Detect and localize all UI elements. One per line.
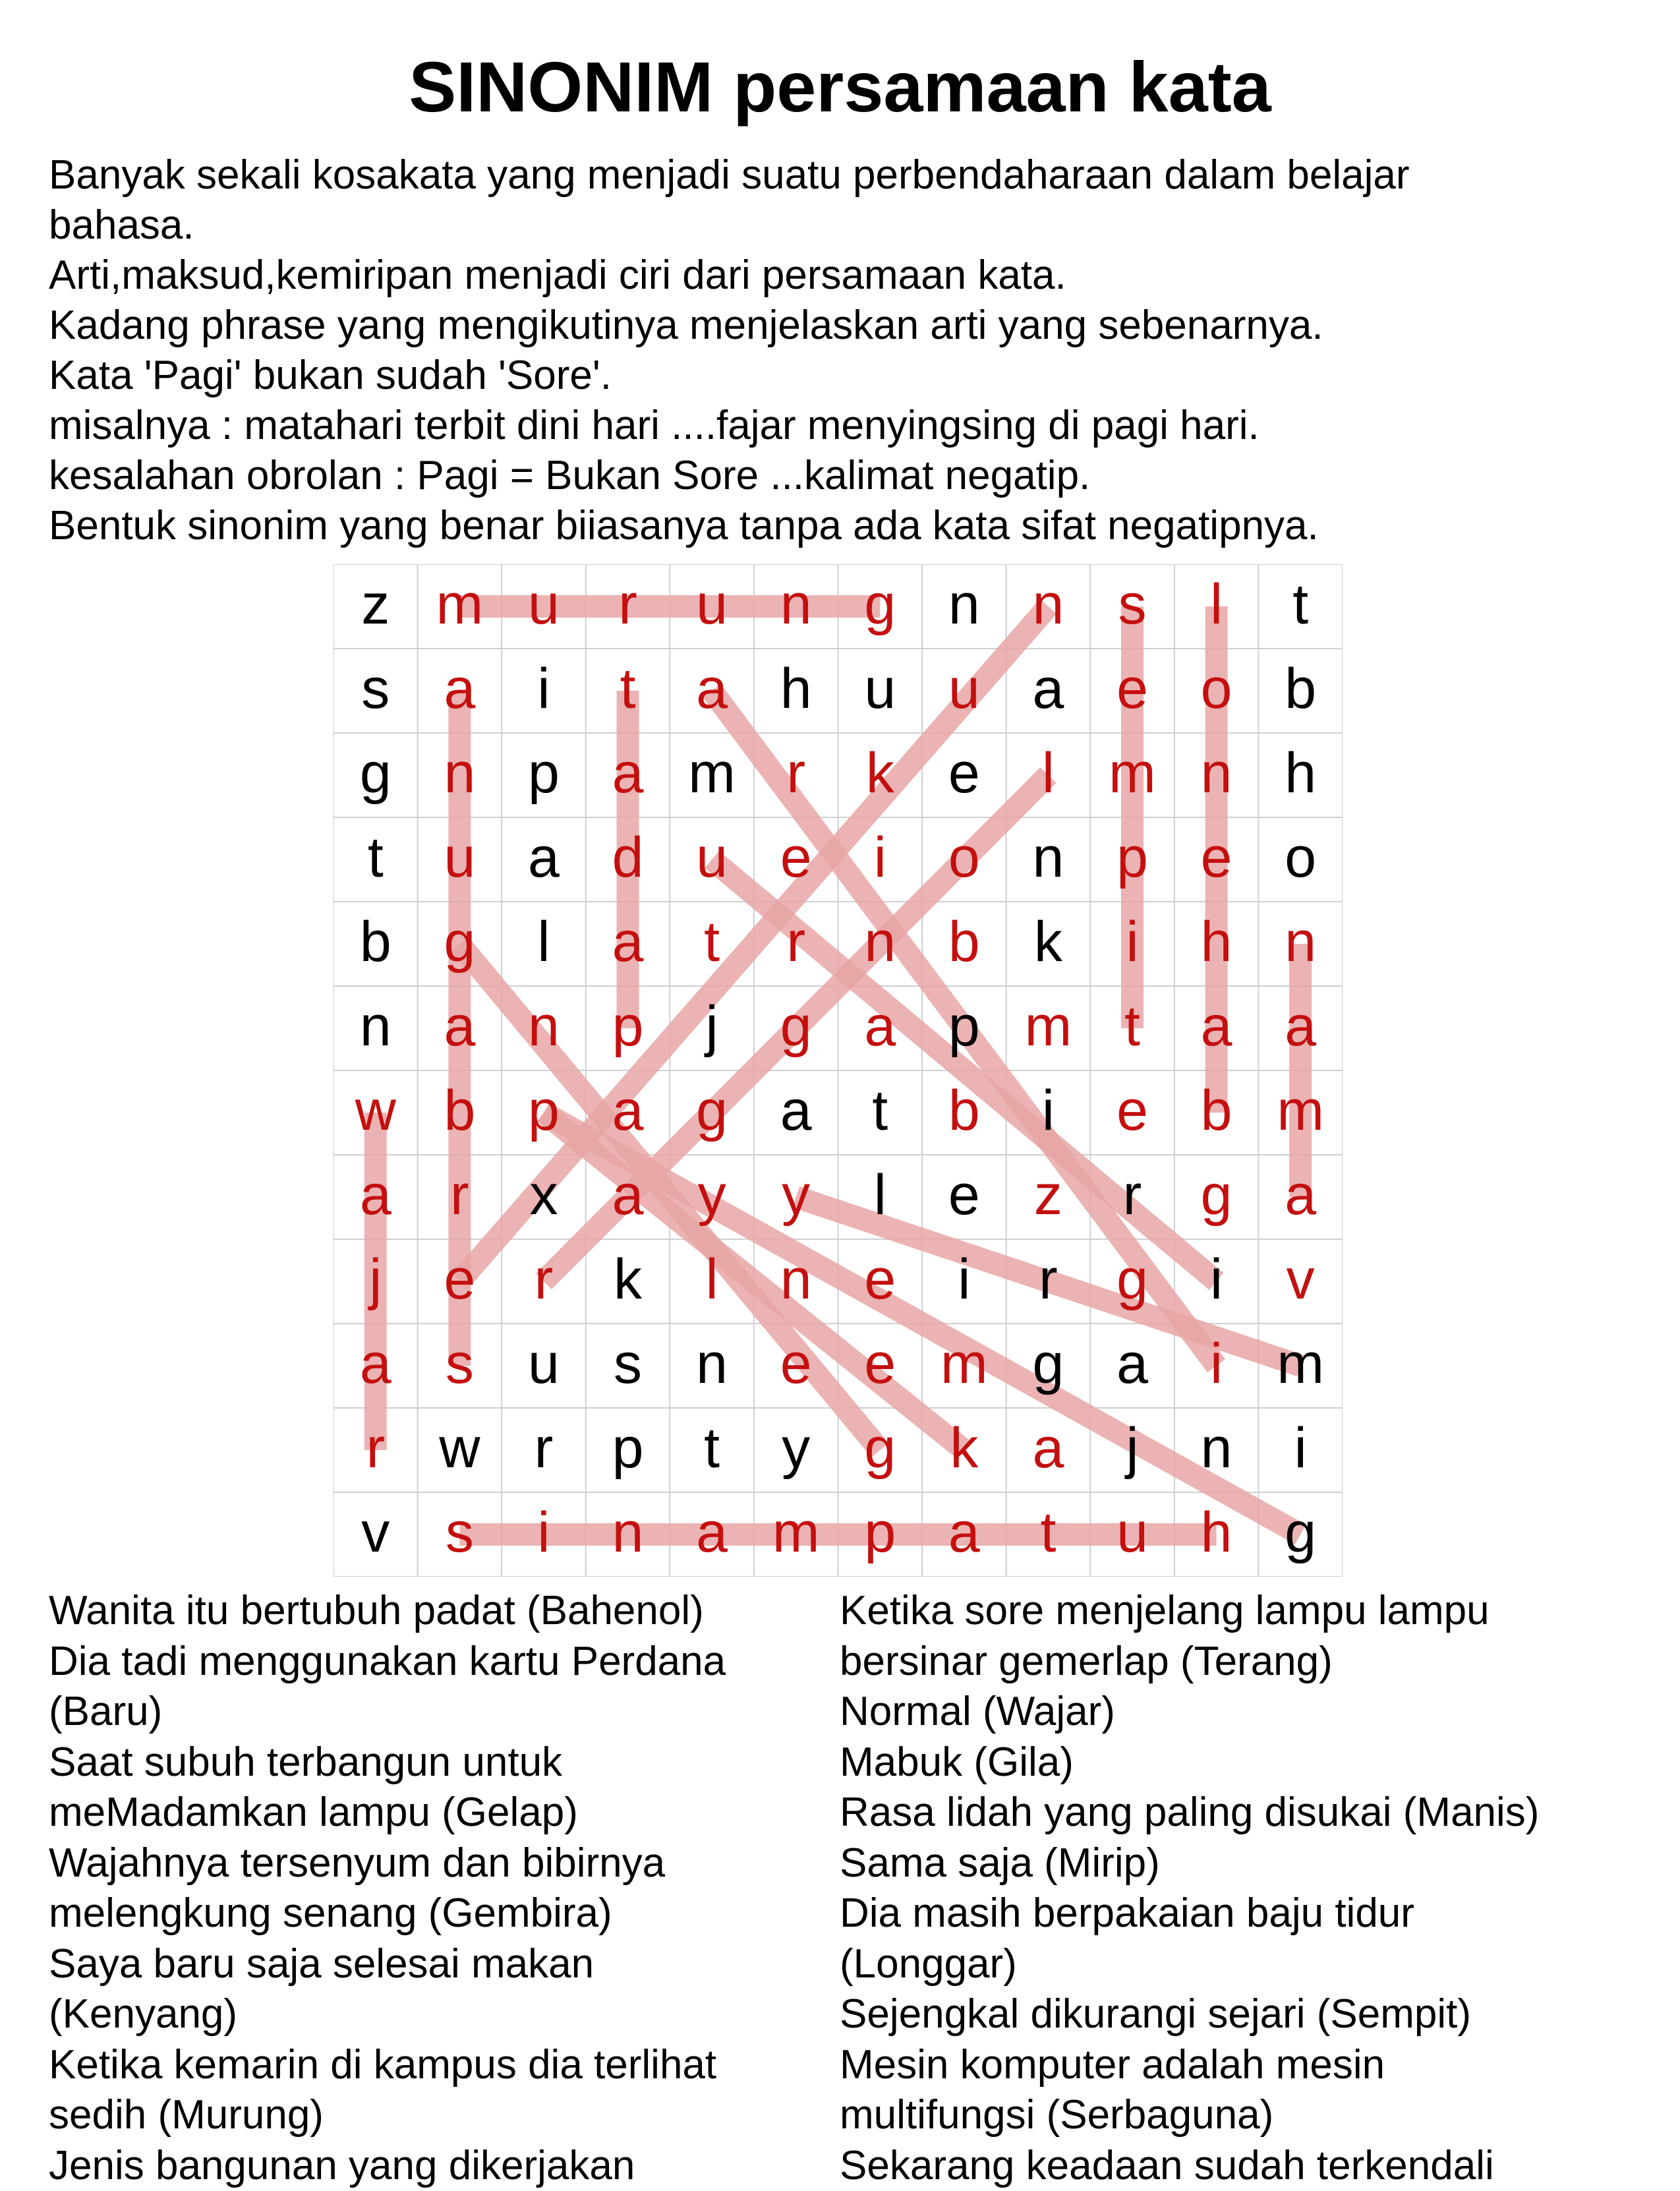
grid-letter: n bbox=[1006, 817, 1091, 902]
grid-letter: n bbox=[333, 986, 418, 1070]
grid-letter: a bbox=[670, 649, 754, 733]
clue-line: melengkung senang (Gembira) bbox=[49, 1888, 826, 1939]
grid-letter: g bbox=[333, 733, 418, 817]
grid-letter: r bbox=[502, 1408, 586, 1492]
grid-letter: z bbox=[333, 564, 418, 649]
grid-letter: b bbox=[1258, 649, 1343, 733]
grid-letter: a bbox=[586, 1155, 670, 1239]
grid-letter: r bbox=[1090, 1155, 1174, 1239]
clue-line: Wanita itu bertubuh padat (Bahenol) bbox=[49, 1586, 826, 1637]
grid-letter: j bbox=[1090, 1408, 1174, 1492]
grid-letter: i bbox=[1006, 1070, 1091, 1155]
grid-letter: s bbox=[418, 1324, 502, 1408]
grid-letter: m bbox=[1006, 986, 1091, 1070]
intro-line: Bentuk sinonim yang benar biiasanya tanpa ada kata sifat negatipnya. bbox=[49, 501, 1644, 551]
grid-letter: t bbox=[838, 1070, 922, 1155]
grid-letter: r bbox=[754, 902, 838, 986]
grid-letter: u bbox=[670, 564, 754, 649]
grid-letter: o bbox=[922, 817, 1006, 902]
grid-letter: m bbox=[1258, 1070, 1343, 1155]
grid-letter: w bbox=[333, 1070, 418, 1155]
grid-letter: z bbox=[1006, 1155, 1091, 1239]
grid-letter: k bbox=[838, 733, 922, 817]
grid-letter: y bbox=[754, 1155, 838, 1239]
grid-letter: m bbox=[1090, 733, 1174, 817]
grid-letter: i bbox=[502, 649, 586, 733]
grid-letter: m bbox=[922, 1324, 1006, 1408]
grid-letter: b bbox=[333, 902, 418, 986]
grid-letter: u bbox=[502, 1324, 586, 1408]
grid-letter: h bbox=[1174, 1492, 1259, 1577]
clue-line: Normal (Wajar) bbox=[840, 1687, 1657, 1738]
clue-line: bersinar gemerlap (Terang) bbox=[840, 1637, 1657, 1687]
grid-letter: j bbox=[333, 1239, 418, 1324]
grid-letter: t bbox=[670, 1408, 754, 1492]
grid-letter: j bbox=[670, 986, 754, 1070]
grid-letter: p bbox=[922, 986, 1006, 1070]
intro-line: Kadang phrase yang mengikutinya menjelaskan arti yang sebenarnya. bbox=[49, 301, 1644, 351]
grid-letter: l bbox=[670, 1239, 754, 1324]
grid-letter: e bbox=[922, 733, 1006, 817]
grid-letter: a bbox=[1090, 1324, 1174, 1408]
grid-letter: p bbox=[586, 986, 670, 1070]
grid-letter: n bbox=[838, 902, 922, 986]
grid-letter: u bbox=[1090, 1492, 1174, 1577]
grid-letter: k bbox=[1006, 902, 1091, 986]
grid-letter: a bbox=[1006, 1408, 1091, 1492]
clue-line: (Baru) bbox=[49, 1687, 826, 1738]
grid-letter: e bbox=[754, 817, 838, 902]
grid-letter: g bbox=[670, 1070, 754, 1155]
intro-line: Kata 'Pagi' bukan sudah 'Sore'. bbox=[49, 351, 1644, 401]
grid-letter: p bbox=[838, 1492, 922, 1577]
grid-letter: v bbox=[1258, 1239, 1343, 1324]
grid-letter: i bbox=[502, 1492, 586, 1577]
grid-letter: a bbox=[670, 1492, 754, 1577]
grid-letter: u bbox=[838, 649, 922, 733]
grid-letter: n bbox=[1006, 564, 1091, 649]
grid-letter: r bbox=[1006, 1239, 1091, 1324]
grid-letter: a bbox=[754, 1070, 838, 1155]
grid-letter: b bbox=[922, 1070, 1006, 1155]
grid-letter: t bbox=[1006, 1492, 1091, 1577]
grid-letter: n bbox=[586, 1492, 670, 1577]
grid-letter: g bbox=[1258, 1492, 1343, 1577]
grid-letter: o bbox=[1258, 817, 1343, 902]
grid-letter: x bbox=[502, 1155, 586, 1239]
clue-line: Dia masih berpakaian baju tidur bbox=[840, 1888, 1657, 1939]
intro-line: misalnya : matahari terbit dini hari ....fajar menyingsing di pagi hari. bbox=[49, 401, 1644, 451]
grid-letter: a bbox=[586, 1070, 670, 1155]
grid-letter: g bbox=[754, 986, 838, 1070]
grid-letter: a bbox=[838, 986, 922, 1070]
grid-letter: e bbox=[1174, 817, 1259, 902]
grid-letter: a bbox=[1258, 986, 1343, 1070]
grid-letter: a bbox=[586, 902, 670, 986]
grid-letter: n bbox=[922, 564, 1006, 649]
clue-line: Sejengkal dikurangi sejari (Sempit) bbox=[840, 1989, 1657, 2040]
grid-letter: d bbox=[586, 817, 670, 902]
grid-letter: p bbox=[1090, 817, 1174, 902]
grid-letter: h bbox=[1174, 902, 1259, 986]
clue-line: Rasa lidah yang paling disukai (Manis) bbox=[840, 1788, 1657, 1838]
grid-letter: a bbox=[502, 817, 586, 902]
grid-letter: i bbox=[1174, 1239, 1259, 1324]
grid-letter: k bbox=[586, 1239, 670, 1324]
grid-letter: a bbox=[418, 986, 502, 1070]
grid-letter: k bbox=[922, 1408, 1006, 1492]
clue-line: (Kenyang) bbox=[49, 1989, 826, 2040]
grid-letter: a bbox=[418, 649, 502, 733]
clue-line: Wajahnya tersenyum dan bibirnya bbox=[49, 1838, 826, 1889]
word-search-puzzle bbox=[333, 564, 1343, 1577]
clue-line: Saat subuh terbangun untuk bbox=[49, 1738, 826, 1788]
grid-letter: l bbox=[838, 1155, 922, 1239]
clue-line: Ketika sore menjelang lampu lampu bbox=[840, 1586, 1657, 1637]
grid-letter: i bbox=[1174, 1324, 1259, 1408]
grid-letter: m bbox=[1258, 1324, 1343, 1408]
grid-letter: n bbox=[754, 564, 838, 649]
clue-list-right bbox=[840, 1586, 1657, 2191]
grid-letter: v bbox=[333, 1492, 418, 1577]
grid-letter: a bbox=[333, 1155, 418, 1239]
grid-letter: l bbox=[502, 902, 586, 986]
grid-letter: n bbox=[1258, 902, 1343, 986]
clue-list-left bbox=[49, 1586, 826, 2191]
grid-letter: t bbox=[1090, 986, 1174, 1070]
grid-letter: s bbox=[333, 649, 418, 733]
grid-letter: p bbox=[502, 1070, 586, 1155]
grid-letter: m bbox=[670, 733, 754, 817]
grid-letter: e bbox=[1090, 1070, 1174, 1155]
clue-line: (Longgar) bbox=[840, 1939, 1657, 1990]
grid-letter: e bbox=[418, 1239, 502, 1324]
grid-letter: e bbox=[838, 1239, 922, 1324]
grid-letter: r bbox=[502, 1239, 586, 1324]
intro-line: bahasa. bbox=[49, 200, 1644, 250]
grid-letter: n bbox=[1174, 1408, 1259, 1492]
grid-letter: g bbox=[1174, 1155, 1259, 1239]
grid-letter: n bbox=[670, 1324, 754, 1408]
grid-letter: t bbox=[1258, 564, 1343, 649]
grid-letter: r bbox=[418, 1155, 502, 1239]
grid-letter: s bbox=[418, 1492, 502, 1577]
grid-letter: m bbox=[418, 564, 502, 649]
grid-letter: p bbox=[586, 1408, 670, 1492]
grid-letter: h bbox=[754, 649, 838, 733]
clue-line: multifungsi (Serbaguna) bbox=[840, 2090, 1657, 2141]
grid-letter: t bbox=[333, 817, 418, 902]
grid-letter: n bbox=[418, 733, 502, 817]
clue-line: Mabuk (Gila) bbox=[840, 1738, 1657, 1788]
grid-letter: w bbox=[418, 1408, 502, 1492]
grid-letter: g bbox=[838, 1408, 922, 1492]
grid-letter: b bbox=[1174, 1070, 1259, 1155]
clue-line: Saya baru saja selesai makan bbox=[49, 1939, 826, 1990]
grid-letter: s bbox=[1090, 564, 1174, 649]
grid-letter: s bbox=[586, 1324, 670, 1408]
grid-letter: t bbox=[670, 902, 754, 986]
grid-letter: a bbox=[586, 733, 670, 817]
grid-letter: l bbox=[1174, 564, 1259, 649]
grid-letter: i bbox=[1090, 902, 1174, 986]
intro-line: Arti,maksud,kemiripan menjadi ciri dari persamaan kata. bbox=[49, 250, 1644, 301]
grid-letter: a bbox=[333, 1324, 418, 1408]
grid-letter: g bbox=[1006, 1324, 1091, 1408]
grid-letter: o bbox=[1174, 649, 1259, 733]
clue-line: meMadamkan lampu (Gelap) bbox=[49, 1788, 826, 1838]
clue-line: Dia tadi menggunakan kartu Perdana bbox=[49, 1637, 826, 1687]
grid-letter: r bbox=[333, 1408, 418, 1492]
grid-letter: i bbox=[838, 817, 922, 902]
grid-letter: e bbox=[838, 1324, 922, 1408]
grid-letter: g bbox=[838, 564, 922, 649]
grid-letter: e bbox=[1090, 649, 1174, 733]
clue-line: Mesin komputer adalah mesin bbox=[840, 2040, 1657, 2091]
grid-letter: u bbox=[670, 817, 754, 902]
grid-letter: g bbox=[418, 902, 502, 986]
grid-letter: n bbox=[502, 986, 586, 1070]
intro-line: kesalahan obrolan : Pagi = Bukan Sore ...kalimat negatip. bbox=[49, 451, 1644, 501]
grid-letter: a bbox=[1006, 649, 1091, 733]
grid-letter: b bbox=[922, 902, 1006, 986]
grid-letter: m bbox=[754, 1492, 838, 1577]
clue-line: Ketika kemarin di kampus dia terlihat bbox=[49, 2040, 826, 2091]
grid-letter: l bbox=[1006, 733, 1091, 817]
grid-letter: e bbox=[754, 1324, 838, 1408]
grid-letter: e bbox=[922, 1155, 1006, 1239]
clue-line: sedih (Murung) bbox=[49, 2090, 826, 2141]
grid-letter: p bbox=[502, 733, 586, 817]
grid-letter: y bbox=[670, 1155, 754, 1239]
grid-letter: t bbox=[586, 649, 670, 733]
grid-letter: a bbox=[922, 1492, 1006, 1577]
grid-letter: h bbox=[1258, 733, 1343, 817]
grid-letter: r bbox=[586, 564, 670, 649]
grid-letter: i bbox=[1258, 1408, 1343, 1492]
clue-line: Jenis bangunan yang dikerjakan bbox=[49, 2141, 826, 2191]
intro-line: Banyak sekali kosakata yang menjadi suatu perbendaharaan dalam belajar bbox=[49, 150, 1644, 200]
grid-letter: b bbox=[418, 1070, 502, 1155]
grid-letter: n bbox=[1174, 733, 1259, 817]
intro-paragraph bbox=[49, 150, 1644, 551]
grid-letter: r bbox=[754, 733, 838, 817]
page-title: SINONIM persamaan kata bbox=[0, 51, 1680, 123]
grid-letter: u bbox=[922, 649, 1006, 733]
grid-letter: y bbox=[754, 1408, 838, 1492]
grid-letter: g bbox=[1090, 1239, 1174, 1324]
clue-line: Sama saja (Mirip) bbox=[840, 1838, 1657, 1889]
clue-line: Sekarang keadaan sudah terkendali bbox=[840, 2141, 1657, 2191]
grid-letter: n bbox=[754, 1239, 838, 1324]
grid-letter: u bbox=[502, 564, 586, 649]
grid-letter: a bbox=[1258, 1155, 1343, 1239]
grid-letter: i bbox=[922, 1239, 1006, 1324]
grid-letter: u bbox=[418, 817, 502, 902]
letter-grid bbox=[333, 564, 1343, 1577]
grid-letter: a bbox=[1174, 986, 1259, 1070]
